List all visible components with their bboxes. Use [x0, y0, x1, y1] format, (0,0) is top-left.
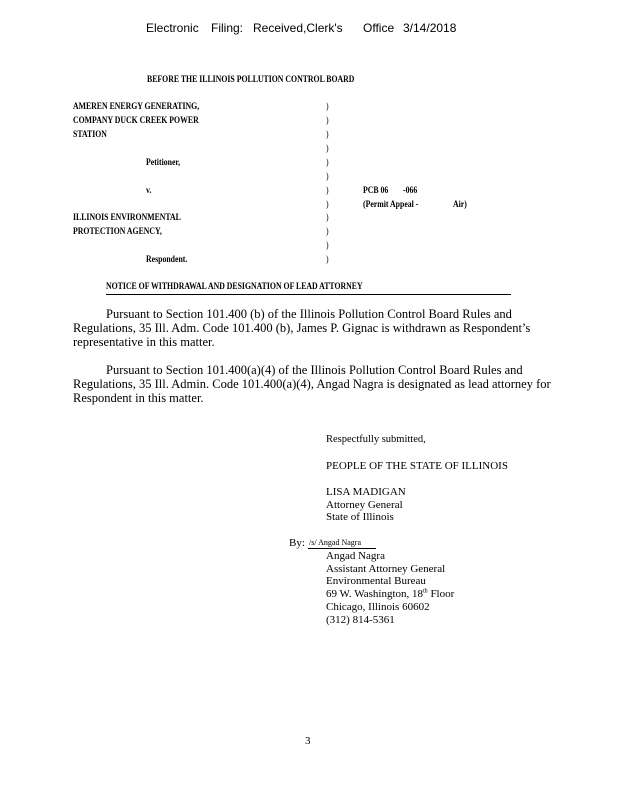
attorney-general-name: LISA MADIGAN	[326, 486, 406, 498]
address-street: 69 W. Washington, 18	[326, 588, 424, 600]
closing: Respectfully submitted,	[326, 434, 426, 445]
attorney-general-state: State of Illinois	[326, 511, 394, 523]
petitioner-line-1: AMEREN ENERGY GENERATING,	[73, 102, 200, 112]
respondent-line-1: ILLINOIS ENVIRONMENTAL	[73, 213, 181, 223]
board-title: BEFORE THE ILLINOIS POLLUTION CONTROL BOARD	[147, 75, 355, 85]
petitioner-line-2: COMPANY DUCK CREEK POWER	[73, 116, 199, 126]
petitioner-line-3: STATION	[73, 130, 107, 140]
caption-paren: )	[326, 172, 329, 182]
caption-paren: )	[326, 186, 329, 196]
caption-paren: )	[326, 255, 329, 265]
page-number: 3	[305, 735, 311, 747]
case-number-suffix: -066	[403, 186, 418, 196]
paragraph-2-line-1: Pursuant to Section 101.400(a)(4) of the Illinois Pollution Control Board Rules and	[106, 363, 523, 377]
address-ordinal: th	[423, 588, 428, 595]
paragraph-1-line-3: representative in this matter.	[73, 335, 215, 349]
signature-underline	[308, 548, 376, 549]
petitioner-label: Petitioner,	[146, 158, 181, 168]
signer-name: Angad Nagra	[326, 550, 385, 562]
attorney-general-title: Attorney General	[326, 499, 403, 511]
versus-label: v.	[146, 186, 152, 196]
paragraph-1-line-1: Pursuant to Section 101.400 (b) of the Illinois Pollution Control Board Rules and	[106, 307, 512, 321]
notice-title-underline	[106, 294, 511, 295]
respondent-label: Respondent.	[146, 255, 188, 265]
caption-paren: )	[326, 213, 329, 223]
caption-paren: )	[326, 116, 329, 126]
party-name: PEOPLE OF THE STATE OF ILLINOIS	[326, 460, 508, 472]
filing-header-electronic: Electronic	[146, 21, 199, 35]
filing-header-date: 3/14/2018	[403, 21, 457, 35]
case-number-prefix: PCB 06	[363, 186, 389, 196]
signer-phone: (312) 814-5361	[326, 614, 395, 626]
filing-header-filing: Filing:	[211, 21, 244, 35]
case-type-right: Air)	[453, 200, 467, 210]
caption-paren: )	[326, 241, 329, 251]
signer-bureau: Environmental Bureau	[326, 575, 426, 587]
caption-paren: )	[326, 102, 329, 112]
caption-paren: )	[326, 158, 329, 168]
notice-title: NOTICE OF WITHDRAWAL AND DESIGNATION OF LEAD ATTORNEY	[106, 282, 363, 292]
case-type-left: (Permit Appeal -	[363, 200, 419, 210]
paragraph-2-line-2: Regulations, 35 Ill. Admin. Code 101.400(a)(4), Angad Nagra is designated as lead attorney for	[73, 377, 551, 391]
filing-header-office: Office	[363, 21, 395, 35]
filing-header-received: Received,Clerk's	[253, 21, 343, 35]
address-floor: Floor	[427, 588, 455, 600]
caption-paren: )	[326, 144, 329, 154]
signer-address	[326, 588, 454, 600]
signer-title: Assistant Attorney General	[326, 563, 446, 575]
caption-paren: )	[326, 200, 329, 210]
signer-city: Chicago, Illinois 60602	[326, 601, 430, 613]
respondent-line-2: PROTECTION AGENCY,	[73, 227, 162, 237]
by-label: By:	[289, 537, 305, 549]
caption-paren: )	[326, 130, 329, 140]
caption-paren: )	[326, 227, 329, 237]
signature-line: /s/ Angad Nagra	[309, 538, 361, 547]
paragraph-2-line-3: Respondent in this matter.	[73, 391, 204, 405]
paragraph-1-line-2: Regulations, 35 Ill. Adm. Code 101.400 (b), James P. Gignac is withdrawn as Respondent’s	[73, 321, 531, 335]
